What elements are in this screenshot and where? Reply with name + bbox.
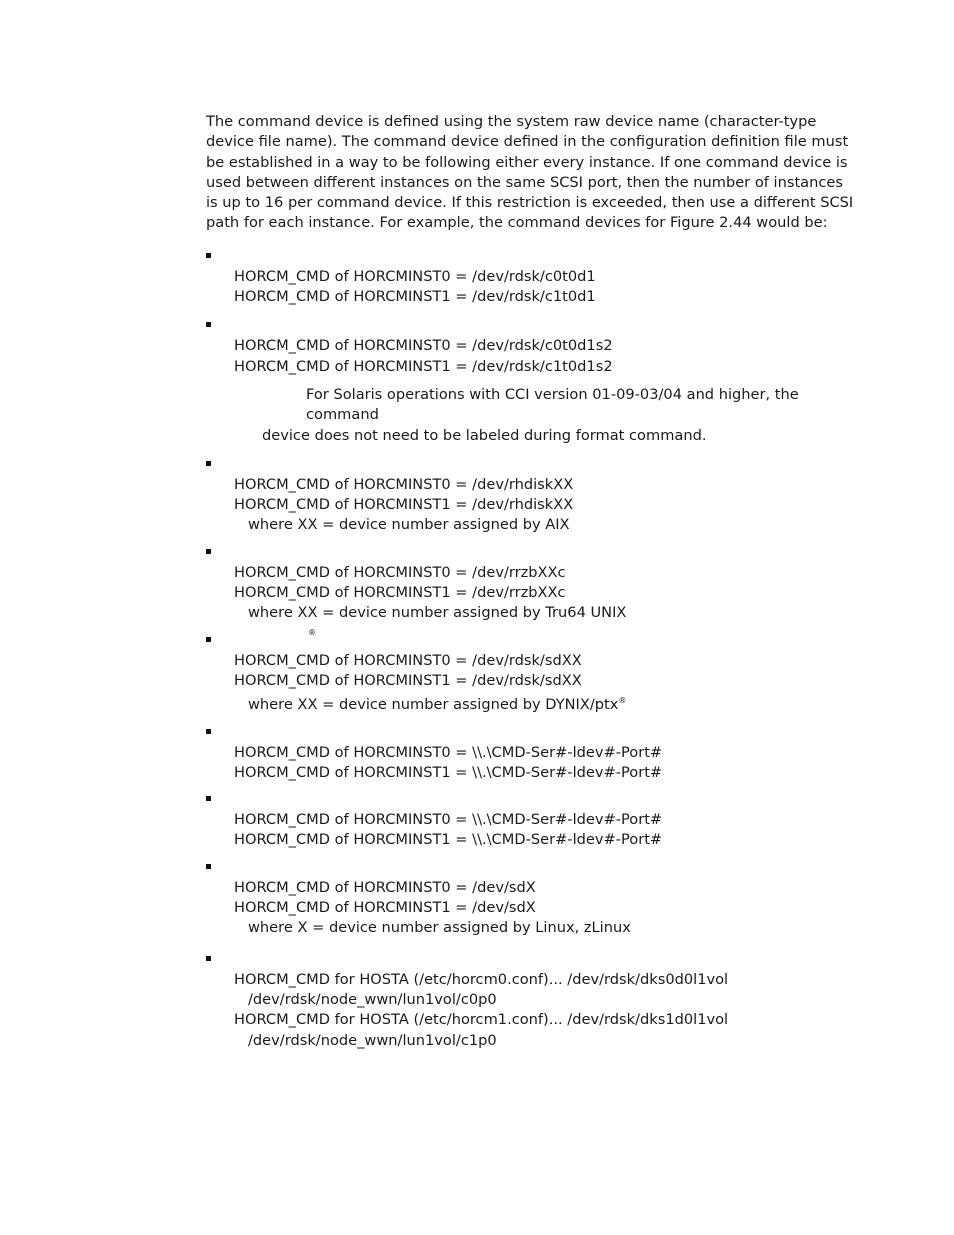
cmd-line-continued: /dev/rdsk/node_wwn/lun1vol/c1p0 [248, 1031, 497, 1049]
cmd-line: HORCM_CMD of HORCMINST0 = \\.\CMD-Ser#-ldev#-Port# [234, 811, 663, 829]
note-second-line: device does not need to be labeled during format command. [262, 426, 707, 444]
where-note: where XX = device number assigned by Tru64 UNIX [248, 604, 627, 622]
cmd-line: HORCM_CMD of HORCMINST0 = /dev/rdsk/sdXX [234, 651, 582, 669]
bullet-icon [206, 729, 211, 734]
cmd-line: HORCM_CMD of HORCMINST1 = /dev/rdsk/c1t0d1s2 [234, 357, 613, 375]
note-text [262, 385, 856, 446]
list-item-6 [206, 722, 856, 784]
cmd-line: HORCM_CMD for HOSTA (/etc/horcm1.conf)... /dev/rdsk/dks1d0l1vol [234, 1011, 729, 1029]
cmd-line: HORCM_CMD of HORCMINST1 = /dev/rhdiskXX [234, 496, 574, 514]
bullet-icon [206, 637, 211, 642]
cmd-line: HORCM_CMD of HORCMINST1 = \\.\CMD-Ser#-ldev#-Port# [234, 831, 663, 849]
list-item-2 [206, 315, 856, 445]
cmd-line: HORCM_CMD of HORCMINST0 = \\.\CMD-Ser#-ldev#-Port# [234, 743, 663, 761]
registered-mark: ® [308, 627, 316, 637]
cmd-line-continued: /dev/rdsk/node_wwn/lun1vol/c0p0 [248, 990, 497, 1008]
where-note: where X = device number assigned by Linux, zLinux [248, 919, 631, 937]
list-item-4 [206, 542, 856, 624]
list-item-1 [206, 246, 856, 308]
bullet-icon [206, 253, 211, 258]
bullet-icon [206, 322, 211, 327]
list-item-9 [206, 949, 856, 1051]
document-page [206, 112, 856, 1051]
cmd-line: HORCM_CMD of HORCMINST0 = /dev/rhdiskXX [234, 475, 574, 493]
cmd-line: HORCM_CMD of HORCMINST0 = /dev/rrzbXXc [234, 563, 566, 581]
where-note: where XX = device number assigned by AIX [248, 516, 570, 534]
cmd-line: HORCM_CMD of HORCMINST0 = /dev/rdsk/c0t0d1s2 [234, 337, 613, 355]
list-item-8 [206, 857, 856, 939]
list-item-7 [206, 789, 856, 851]
cmd-line: HORCM_CMD of HORCMINST1 = /dev/rrzbXXc [234, 584, 566, 602]
bullet-icon [206, 796, 211, 801]
cmd-line: HORCM_CMD of HORCMINST1 = /dev/rdsk/sdXX [234, 671, 582, 689]
bullet-icon [206, 956, 211, 961]
bullet-icon [206, 549, 211, 554]
cmd-line: HORCM_CMD of HORCMINST1 = /dev/rdsk/c1t0d1 [234, 288, 596, 306]
bullet-icon [206, 461, 211, 466]
where-note: where XX = device number assigned by DYNIX/ptx® [248, 696, 627, 714]
cmd-line: HORCM_CMD of HORCMINST0 = /dev/sdX [234, 878, 536, 896]
list-item-5 [206, 628, 856, 716]
cmd-line: HORCM_CMD for HOSTA (/etc/horcm0.conf)... /dev/rdsk/dks0d0l1vol [234, 970, 729, 988]
bullet-icon [206, 864, 211, 869]
cmd-line: HORCM_CMD of HORCMINST1 = /dev/sdX [234, 899, 536, 917]
note-first-line: For Solaris operations with CCI version 01-09-03/04 and higher, the command [306, 385, 799, 424]
cmd-line: HORCM_CMD of HORCMINST0 = /dev/rdsk/c0t0d1 [234, 267, 596, 285]
cmd-line: HORCM_CMD of HORCMINST1 = \\.\CMD-Ser#-ldev#-Port# [234, 763, 663, 781]
intro-paragraph: The command device is defined using the system raw device name (character-type device file name). The command device defined in the configuration definition file must be established in a way to be following either every instance. If one command device is used between different instances on the same SCSI port, then the number of instances is up to 16 per command device. If this restriction is exceeded, then use a different SCSI path for each instance. For example, the command devices for Figure 2.44 would be: [206, 113, 854, 232]
list-item-3 [206, 454, 856, 536]
registered-mark: ® [618, 696, 627, 706]
